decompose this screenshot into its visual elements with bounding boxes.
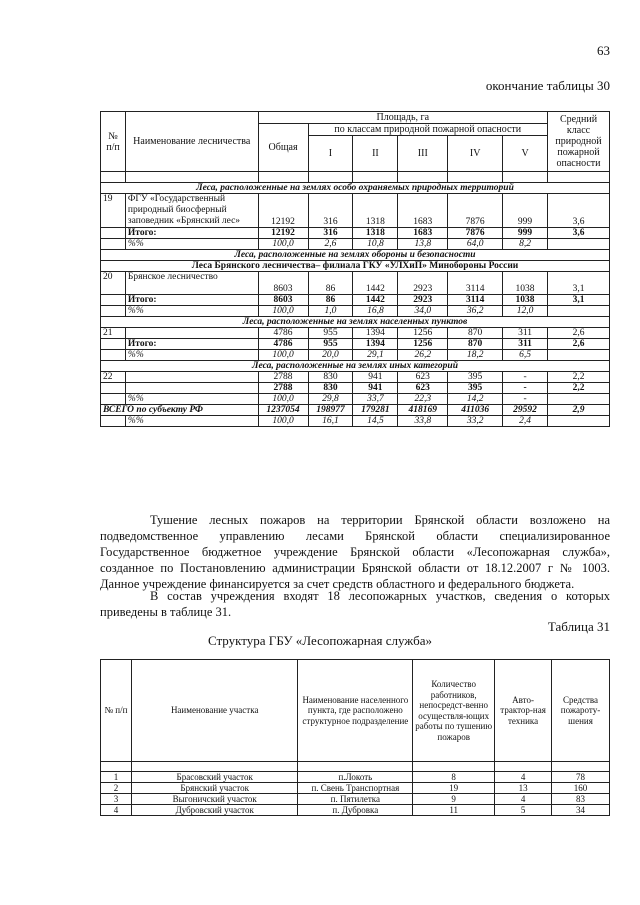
cell-class-4: 14,2 (448, 394, 503, 405)
header-avg-class: Средний класс природной пожарной опасности (548, 112, 610, 172)
row-number: 19 (101, 194, 126, 228)
header-total: Общая (258, 124, 308, 172)
cell-class-3: 13,8 (398, 239, 448, 250)
cell-class-2: 179281 (353, 405, 398, 416)
cell-class-2: 1394 (353, 328, 398, 339)
cell-class-1: 955 (308, 339, 353, 350)
cell-class-3: 33,8 (398, 416, 448, 427)
cell-class-3: 623 (398, 372, 448, 383)
cell-total: 100,0 (258, 306, 308, 317)
forestry-name: ФГУ «Государственный природный биосферный заповедник «Брянский лес» (125, 194, 258, 228)
tractors-count: 4 (495, 772, 552, 783)
header-workers: Количество работников, непосредст-венно осуществля-ющих работы по тушению пожаров (413, 660, 495, 762)
total-label: Итого: (125, 295, 258, 306)
cell-total: 1237054 (258, 405, 308, 416)
row-number: 20 (101, 272, 126, 295)
means-count: 83 (552, 794, 610, 805)
header-class-4: IV (448, 136, 503, 172)
grand-total-label: ВСЕГО по субъекту РФ (101, 405, 259, 416)
cell-class-3: 34,0 (398, 306, 448, 317)
header-settlement: Наименование населенного пункта, где расположено структурное подразделение (298, 660, 413, 762)
cell-class-5: 6,5 (503, 350, 548, 361)
section-heading: Леса, расположенные на землях особо охраняемых природных территорий (101, 183, 610, 194)
cell-total: 8603 (258, 272, 308, 295)
row-number: 22 (101, 372, 126, 383)
means-count: 160 (552, 783, 610, 794)
header-tractors: Авто-трактор-ная техника (495, 660, 552, 762)
row-number: 1 (101, 772, 132, 783)
row-number: 4 (101, 805, 132, 816)
cell-total: 12192 (258, 228, 308, 239)
section-heading: Леса, расположенные на землях обороны и безопасности (101, 250, 610, 261)
cell-class-4: 870 (448, 339, 503, 350)
table-continuation-label: окончание таблицы 30 (485, 78, 610, 93)
cell-class-3: 623 (398, 383, 448, 394)
table-30 (100, 111, 610, 427)
cell-class-2: 10,8 (353, 239, 398, 250)
settlement: п. Пятилетка (298, 794, 413, 805)
paragraph-fire-service: Тушение лесных пожаров на территории Брянской области возложено на подведомственное управлению лесами Брянской области специализированное Государственное бюджетное учреждение Брянской области «Лесопожарная служба», созданное по Постановлению администрации Брянской области от 18.12.2007 г № 1003. Данное учреждение финансируется за счет средств областного и федерального бюджета. (100, 513, 610, 591)
header-class-5: V (503, 136, 548, 172)
means-count: 34 (552, 805, 610, 816)
cell-class-5: - (503, 394, 548, 405)
cell-class-1: 16,1 (308, 416, 353, 427)
cell-class-5: 1038 (503, 272, 548, 295)
cell-class-2: 1394 (353, 339, 398, 350)
header-by-class: по классам природной пожарной опасности (308, 124, 547, 136)
cell-total: 4786 (258, 328, 308, 339)
cell-class-1: 29,8 (308, 394, 353, 405)
cell-total: 100,0 (258, 416, 308, 427)
cell-class-2: 29,1 (353, 350, 398, 361)
cell-class-3: 1256 (398, 328, 448, 339)
cell-total: 4786 (258, 339, 308, 350)
cell-class-3: 418169 (398, 405, 448, 416)
cell-class-3: 1256 (398, 339, 448, 350)
cell-avg: 3,6 (548, 194, 610, 228)
section-name: Выгоничский участок (131, 794, 298, 805)
tractors-count: 5 (495, 805, 552, 816)
cell-class-5: 311 (503, 339, 548, 350)
percent-label: %% (125, 306, 258, 317)
cell-avg: 3,1 (548, 295, 610, 306)
percent-label: %% (125, 239, 258, 250)
row-number: 21 (101, 328, 126, 339)
cell-class-4: 7876 (448, 228, 503, 239)
cell-class-1: 20,0 (308, 350, 353, 361)
cell-avg: 2,9 (548, 405, 610, 416)
section-name: Брянский участок (131, 783, 298, 794)
cell-class-5: 999 (503, 228, 548, 239)
percent-label: %% (125, 394, 258, 405)
cell-class-4: 18,2 (448, 350, 503, 361)
cell-class-2: 16,8 (353, 306, 398, 317)
header-class-1: I (308, 136, 353, 172)
cell-class-3: 2923 (398, 272, 448, 295)
settlement: п.Локоть (298, 772, 413, 783)
forestry-name: Брянское лесничество (125, 272, 258, 295)
cell-class-2: 1442 (353, 295, 398, 306)
cell-class-5: 311 (503, 328, 548, 339)
cell-class-4: 64,0 (448, 239, 503, 250)
cell-class-4: 395 (448, 372, 503, 383)
cell-class-3: 1683 (398, 194, 448, 228)
cell-avg: 2,2 (548, 383, 610, 394)
workers-count: 9 (413, 794, 495, 805)
cell-class-3: 2923 (398, 295, 448, 306)
header-class-3: III (398, 136, 448, 172)
header-class-2: II (353, 136, 398, 172)
cell-class-1: 2,6 (308, 239, 353, 250)
cell-class-3: 1683 (398, 228, 448, 239)
cell-class-1: 316 (308, 228, 353, 239)
cell-class-1: 830 (308, 372, 353, 383)
cell-class-3: 22,3 (398, 394, 448, 405)
cell-class-5: - (503, 383, 548, 394)
cell-class-1: 86 (308, 272, 353, 295)
cell-class-4: 395 (448, 383, 503, 394)
cell-avg: 2,6 (548, 328, 610, 339)
section-name: Дубровский участок (131, 805, 298, 816)
workers-count: 19 (413, 783, 495, 794)
cell-class-4: 3114 (448, 272, 503, 295)
cell-class-1: 86 (308, 295, 353, 306)
cell-class-1: 1,0 (308, 306, 353, 317)
cell-class-5: 2,4 (503, 416, 548, 427)
header-area: Площадь, га (258, 112, 547, 124)
header-name: Наименование лесничества (125, 112, 258, 172)
cell-class-1: 830 (308, 383, 353, 394)
cell-class-3: 26,2 (398, 350, 448, 361)
cell-class-4: 36,2 (448, 306, 503, 317)
cell-class-4: 411036 (448, 405, 503, 416)
cell-class-2: 941 (353, 383, 398, 394)
section-heading: Леса, расположенные на землях иных категорий (101, 361, 610, 372)
percent-label: %% (125, 350, 258, 361)
row-number: 3 (101, 794, 132, 805)
cell-class-4: 7876 (448, 194, 503, 228)
section-name: Брасовский участок (131, 772, 298, 783)
header-no: № п/п (101, 660, 132, 762)
tractors-count: 4 (495, 794, 552, 805)
tractors-count: 13 (495, 783, 552, 794)
cell-total: 8603 (258, 295, 308, 306)
header-no: № п/п (101, 112, 126, 172)
cell-total: 12192 (258, 194, 308, 228)
cell-class-5: 29592 (503, 405, 548, 416)
header-means: Средства пожароту-шения (552, 660, 610, 762)
settlement: п. Дубровка (298, 805, 413, 816)
total-label: Итого: (125, 228, 258, 239)
cell-class-2: 14,5 (353, 416, 398, 427)
cell-class-1: 316 (308, 194, 353, 228)
total-label: Итого: (125, 339, 258, 350)
cell-class-4: 870 (448, 328, 503, 339)
page-number: 63 (597, 43, 610, 58)
workers-count: 11 (413, 805, 495, 816)
section-heading: Леса, расположенные на землях населенных пунктов (101, 317, 610, 328)
cell-class-2: 1318 (353, 194, 398, 228)
cell-total: 100,0 (258, 350, 308, 361)
means-count: 78 (552, 772, 610, 783)
cell-avg: 2,2 (548, 372, 610, 383)
cell-total: 2788 (258, 383, 308, 394)
cell-avg: 3,1 (548, 272, 610, 295)
cell-class-4: 3114 (448, 295, 503, 306)
workers-count: 8 (413, 772, 495, 783)
table-31-label: Таблица 31 (547, 619, 610, 634)
cell-class-4: 33,2 (448, 416, 503, 427)
paragraph-sections: В состав учреждения входят 18 лесопожарных участков, сведения о которых приведены в таблице 31. (100, 589, 610, 619)
table-31 (100, 659, 610, 816)
cell-class-2: 1318 (353, 228, 398, 239)
percent-label: %% (125, 416, 258, 427)
table-31-title: Структура ГБУ «Лесопожарная служба» (207, 633, 433, 648)
settlement: п. Свень Транспортная (298, 783, 413, 794)
cell-class-5: 8,2 (503, 239, 548, 250)
cell-class-5: 999 (503, 194, 548, 228)
cell-class-1: 955 (308, 328, 353, 339)
cell-class-2: 33,7 (353, 394, 398, 405)
cell-class-5: 1038 (503, 295, 548, 306)
cell-avg: 2,6 (548, 339, 610, 350)
cell-avg: 3,6 (548, 228, 610, 239)
cell-class-2: 941 (353, 372, 398, 383)
cell-total: 100,0 (258, 239, 308, 250)
row-number: 2 (101, 783, 132, 794)
section-subheading: Леса Брянского лесничества– филиала ГКУ «УЛХиП» Минобороны России (101, 261, 610, 272)
cell-class-5: 12,0 (503, 306, 548, 317)
cell-total: 100,0 (258, 394, 308, 405)
cell-class-1: 198977 (308, 405, 353, 416)
header-section-name: Наименование участка (131, 660, 298, 762)
cell-total: 2788 (258, 372, 308, 383)
cell-class-5: - (503, 372, 548, 383)
cell-class-2: 1442 (353, 272, 398, 295)
